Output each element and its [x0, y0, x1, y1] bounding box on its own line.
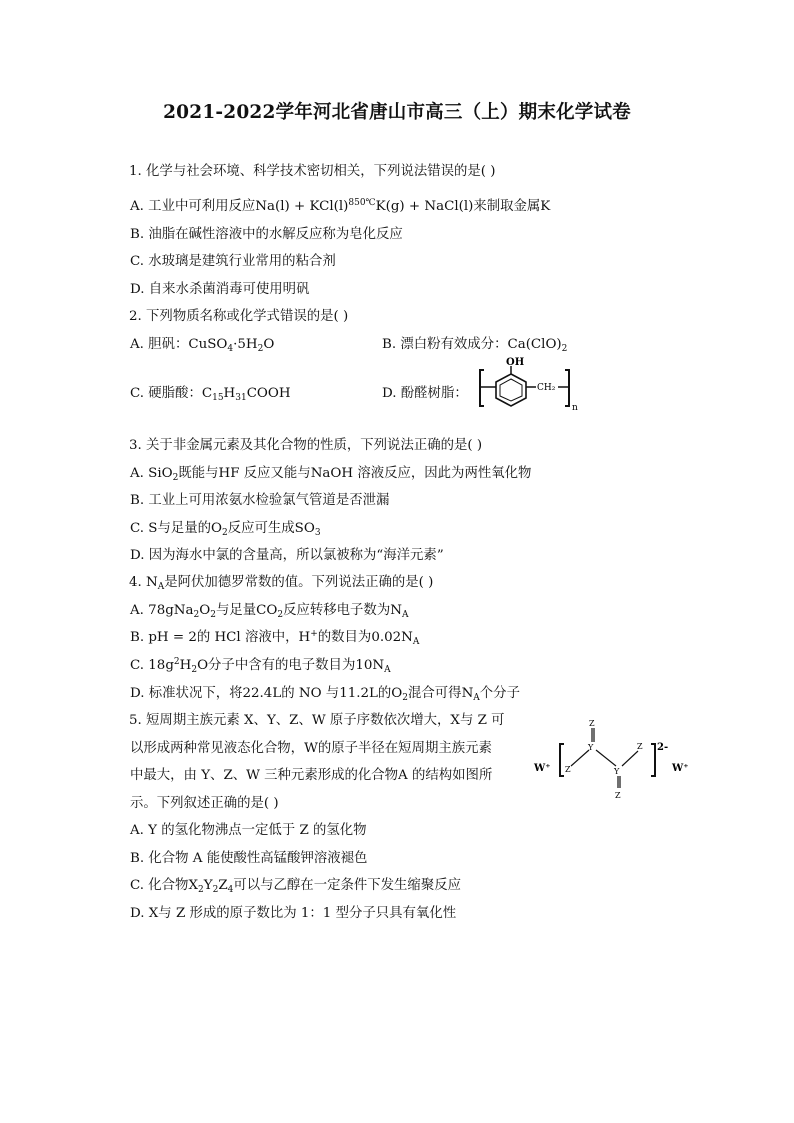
question-4-stem: 4. $N_A$是阿伏加德罗常数的值。下列说法正确的是( )	[129, 575, 434, 592]
question-4-option-c: C. $18g^2H_2O$分子中含有的电子数目为$10N_A$	[130, 657, 391, 675]
question-1-option-c: C. 水玻璃是建筑行业常用的粘合剂	[130, 254, 336, 269]
left-bracket	[560, 744, 564, 776]
question-2-option-d: D. 酚醛树脂：	[382, 386, 468, 401]
z-bottom: Z	[615, 791, 621, 800]
question-5-option-a: A. Y 的氢化物沸点一定低于 Z 的氢化物	[130, 823, 367, 838]
question-2-option-a: A. 胆矾：$CuSO_4\cdot 5H_2O$	[130, 337, 275, 354]
question-3-option-d: D. 因为海水中氯的含量高，所以氯被称为“海洋元素”	[130, 548, 444, 563]
question-5-stem-line-1: 5. 短周期主族元素 X、Y、Z、W 原子序数依次增大，X与 Z 可	[129, 713, 505, 728]
question-2-option-c: C. 硬脂酸：$C_{15}H_{31}COOH$	[130, 386, 291, 403]
question-4-option-a: A. $78gNa_2O_2$与足量$CO_2$反应转移电子数为$N_A$	[130, 603, 409, 620]
y-atom-2: Y	[614, 767, 620, 776]
w-cation-right: W⁺	[672, 763, 689, 774]
question-3-option-a: A. SiO$_2$既能与HF 反应又能与NaOH 溶液反应，因此为两性氧化物	[130, 466, 532, 483]
page-title: 2021-2022学年河北省唐山市高三（上）期末化学试卷	[163, 102, 631, 123]
y-atom-1: Y	[588, 743, 594, 752]
question-1-stem: 1. 化学与社会环境、科学技术密切相关，下列说法错误的是( )	[129, 164, 496, 179]
benzene-inner-ring	[500, 379, 522, 401]
charge-label: 2-	[657, 742, 669, 753]
phenolic-resin-structure-figure	[476, 356, 586, 414]
bond-z-y1	[571, 750, 589, 766]
question-5-option-d: D. X与 Z 形成的原子数比为 1：1 型分子只具有氧化性	[130, 906, 457, 921]
repeat-n-label: n	[572, 403, 578, 413]
z-left: Z	[565, 765, 571, 774]
question-1-option-b: B. 油脂在碱性溶液中的水解反应称为皂化反应	[130, 227, 403, 242]
z-right: Z	[637, 742, 643, 751]
question-5-option-c: C. 化合物$X_2Y_2Z_4$可以与乙醇在一定条件下发生缩聚反应	[130, 878, 461, 895]
bond-y2-zright	[622, 751, 638, 766]
question-5-stem-line-2: 以形成两种常见液态化合物，W的原子半径在短周期主族元素	[130, 741, 492, 756]
oh-label: OH	[506, 357, 525, 368]
question-3-option-b: B. 工业上可用浓氨水检验氯气管道是否泄漏	[130, 493, 390, 508]
question-2-stem: 2. 下列物质名称或化学式错误的是( )	[129, 309, 349, 324]
question-3-stem: 3. 关于非金属元素及其化合物的性质，下列说法正确的是( )	[129, 438, 483, 453]
bond-y1-y2	[596, 750, 616, 766]
question-2-option-b: B. 漂白粉有效成分：$Ca(ClO)_2$	[382, 337, 568, 354]
right-bracket	[565, 370, 569, 406]
question-1-option-a: A. 工业中可利用反应$Na(l) + KCl(l)^{850℃}K(g)$ + NaCl(l)来制取金属K	[130, 198, 551, 214]
question-4-option-b: B. pH = 2的 HCl 溶液中，H+的数目为$0.02N_A$	[130, 629, 420, 647]
question-5-stem-line-3: 中最大，由 Y、Z、W 三种元素形成的化合物A 的结构如图所	[130, 768, 493, 783]
question-5-option-b: B. 化合物 A 能使酸性高锰酸钾溶液褪色	[130, 851, 368, 866]
ch2-label: CH₂	[537, 383, 556, 393]
question-1-option-d: D. 自来水杀菌消毒可使用明矾	[130, 282, 310, 297]
question-5-stem-line-4: 示。下列叙述正确的是( )	[130, 796, 279, 811]
compound-a-structure-figure	[530, 716, 695, 804]
question-3-option-c: C. S与足量的$O_2$反应可生成$SO_3$	[130, 521, 321, 538]
right-bracket	[651, 744, 655, 776]
w-cation-left: W⁺	[534, 763, 551, 774]
left-bracket	[480, 370, 484, 406]
z-top: Z	[589, 719, 595, 728]
question-4-option-d: D. 标准状况下，将22.4L的 NO 与11.2L的$O_2$混合可得$N_A$个分子	[130, 686, 520, 703]
